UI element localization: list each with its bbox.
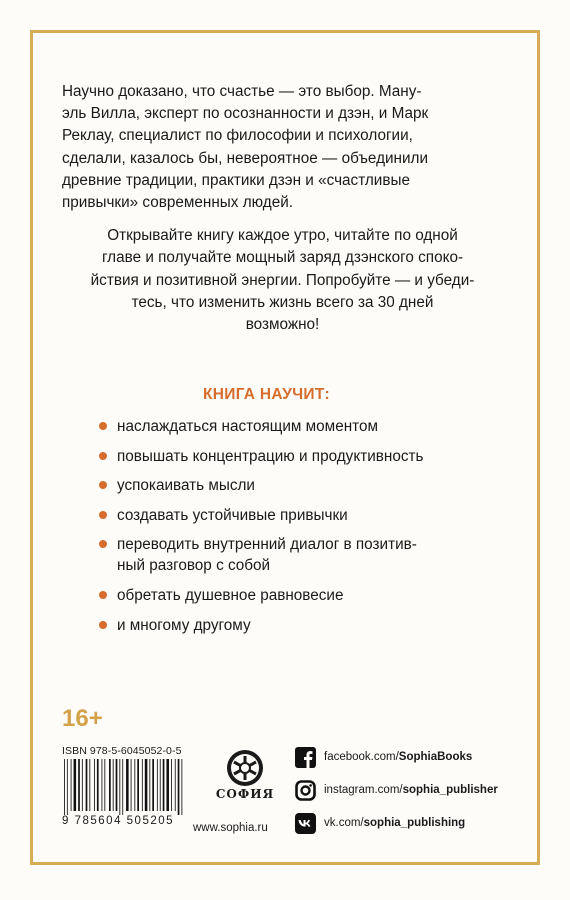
list-item: создавать устойчивые привычки: [95, 505, 505, 526]
barcode-bar: [171, 759, 172, 811]
barcode-bar: [149, 759, 150, 811]
teaches-list: [95, 416, 505, 644]
barcode-bar: [78, 759, 80, 811]
barcode-block: [62, 745, 186, 827]
list-item: и многому другому: [95, 615, 505, 636]
bullet-icon: [99, 422, 107, 430]
barcode-bar: [102, 759, 103, 811]
list-item: наслаждаться настоящим моментом: [95, 416, 505, 437]
barcode-bar: [160, 759, 161, 811]
description-paragraph-2: Открывайте книгу каждое утро, читайте по одной главе и получайте мощный заряд дзэнского споко- йствия и позитивной энергии. Попробуйте — и убеди- тесь, что изменить жизнь всего за 30 дней возможно!: [90, 227, 475, 334]
barcode-bar: [166, 759, 169, 811]
publisher-logo: [205, 748, 285, 801]
barcode-bar: [131, 759, 132, 811]
barcode-bar: [119, 759, 120, 815]
book-description: [62, 81, 503, 336]
social-instagram[interactable]: instagram.com/sophia_publisher: [295, 779, 498, 801]
barcode-bar: [116, 759, 118, 811]
bullet-icon: [99, 481, 107, 489]
barcode-bar: [122, 759, 123, 815]
isbn-text: ISBN 978-5-6045052-0-5: [62, 745, 182, 757]
barcode-bar: [145, 759, 148, 811]
barcode-bar: [181, 759, 182, 815]
sophia-logo-icon: [225, 748, 265, 788]
barcode-bar: [104, 759, 105, 811]
barcode-bar: [175, 759, 176, 811]
bullet-icon: [99, 591, 107, 599]
barcode-bar: [137, 759, 139, 811]
instagram-icon: [295, 780, 316, 801]
barcode-bar: [163, 759, 165, 811]
barcode-bar: [71, 759, 72, 811]
facebook-icon: [295, 747, 316, 768]
barcode-bar: [67, 759, 68, 815]
list-item: повышать концентрацию и продуктивность: [95, 446, 505, 467]
barcode-bar: [82, 759, 83, 811]
publisher-site[interactable]: www.sophia.ru: [193, 822, 268, 834]
vk-icon: [295, 813, 316, 834]
social-vk[interactable]: vk.com/sophia_publishing: [295, 812, 498, 834]
bullet-icon: [99, 540, 107, 548]
list-item: [95, 534, 505, 576]
barcode-bar: [86, 759, 88, 811]
ean-number: 9 785604 505205: [62, 815, 175, 827]
barcode-bar: [142, 759, 143, 811]
barcode-bar: [113, 759, 114, 811]
social-links: [295, 746, 498, 845]
list-item: обретать душевное равновесие: [95, 585, 505, 606]
barcode-bar: [152, 759, 154, 811]
barcode-bar: [97, 759, 99, 811]
barcode-bar: [64, 759, 65, 815]
teaches-heading: КНИГА НАУЧИТ:: [203, 386, 330, 403]
barcode-bar: [178, 759, 180, 815]
barcode-bar: [134, 759, 135, 811]
social-facebook[interactable]: facebook.com/SophiaBooks: [295, 746, 498, 768]
bullet-icon: [99, 621, 107, 629]
age-rating: 16+: [62, 705, 103, 732]
barcode: [62, 759, 186, 815]
barcode-bar: [126, 759, 129, 811]
description-paragraph-1: Научно доказано, что счастье — это выбор. Ману- эль Вилла, эксперт по осознанности и дзэн, и Марк Реклау, специалист по философии и психологии, сделали, казалось бы, невероятное — объединили древние традиции, практики дзэн и «счастливые привычки» современных людей.: [62, 83, 429, 212]
bullet-icon: [99, 452, 107, 460]
bullet-icon: [99, 511, 107, 519]
list-item-multiline: переводить внутренний диалог в позитив- ный разговор с собой: [117, 536, 417, 574]
barcode-bar: [74, 759, 77, 811]
publisher-name: СОФИЯ: [215, 787, 275, 801]
barcode-bar: [109, 759, 111, 811]
barcode-bar: [94, 759, 95, 811]
barcode-bar: [89, 759, 90, 811]
barcode-bar: [157, 759, 158, 811]
list-item: успокаивать мысли: [95, 475, 505, 496]
